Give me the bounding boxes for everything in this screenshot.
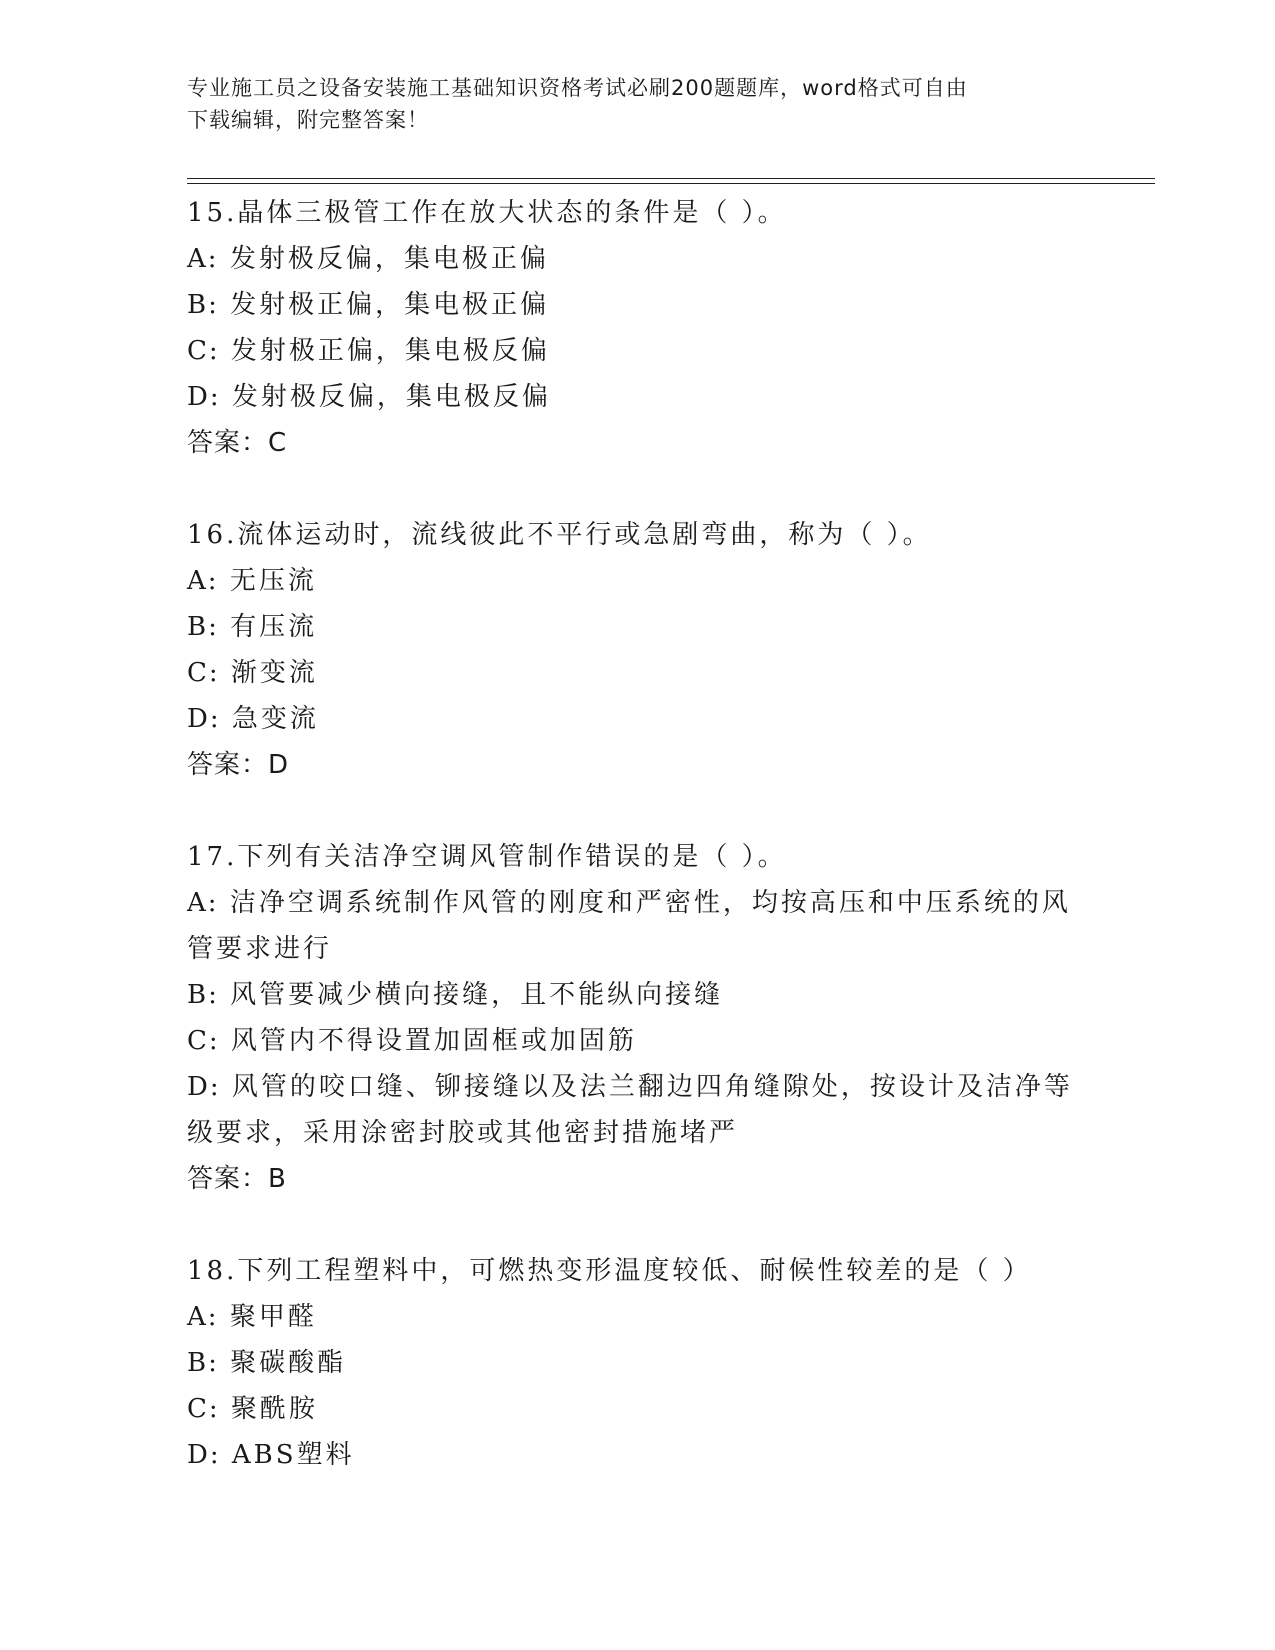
option-c [187,650,1087,696]
question-title: 16.流体运动时，流线彼此不平行或急剧弯曲，称为（ ）。 [187,520,932,550]
option-text: 急变流 [231,704,319,734]
option-text: 聚甲醛 [229,1302,317,1332]
option-a [187,880,1087,972]
option-b [187,282,1087,328]
option-b [187,604,1087,650]
question-16 [187,512,1087,788]
header-divider-bottom [187,183,1155,184]
option-text: 洁净空调系统制作风管的刚度和严密性，均按高压和中压系统的风管要求进行 [187,888,1071,964]
option-d [187,1432,1087,1478]
option-d [187,696,1087,742]
option-letter: B: [187,290,219,320]
option-letter: C: [187,658,220,688]
option-c [187,1018,1087,1064]
option-text: 聚酰胺 [230,1394,318,1424]
option-text: 无压流 [229,566,317,596]
option-text: 发射极反偏，集电极正偏 [229,244,549,274]
option-text: 风管的咬口缝、铆接缝以及法兰翻边四角缝隙处，按设计及洁净等级要求，采用涂密封胶或其他密封措施堵严 [187,1072,1073,1148]
question-15 [187,190,1087,466]
option-letter: D: [187,1072,221,1102]
option-letter: A: [187,566,219,596]
option-a [187,1294,1087,1340]
header-line-1: 专业施工员之设备安装施工基础知识资格考试必刷200题题库，word格式可自由 [187,76,968,100]
option-text: 发射极正偏，集电极正偏 [230,290,550,320]
option-letter: B: [187,1348,219,1378]
question-title: 18.下列工程塑料中，可燃热变形温度较低、耐候性较差的是（ ） [187,1256,1032,1286]
option-letter: C: [187,336,220,366]
answer-line: 答案：C [187,428,288,458]
option-text: 渐变流 [230,658,318,688]
option-letter: A: [187,244,219,274]
question-title: 15.晶体三极管工作在放大状态的条件是（ ）。 [187,198,787,228]
option-letter: D: [187,1440,221,1470]
option-c [187,1386,1087,1432]
answer-line: 答案：B [187,1164,287,1194]
option-a [187,558,1087,604]
option-text: 聚碳酸酯 [230,1348,347,1378]
question-17 [187,834,1087,1202]
option-d [187,374,1087,420]
option-text: 有压流 [230,612,318,642]
option-text: 风管要减少横向接缝，且不能纵向接缝 [230,980,724,1010]
option-c [187,328,1087,374]
option-letter: A: [187,1302,219,1332]
question-title: 17.下列有关洁净空调风管制作错误的是（ ）。 [187,842,787,872]
option-letter: C: [187,1394,220,1424]
header-divider-top [187,178,1155,179]
option-letter: C: [187,1026,220,1056]
option-b [187,972,1087,1018]
option-b [187,1340,1087,1386]
option-d [187,1064,1087,1156]
option-text: 发射极正偏，集电极反偏 [230,336,550,366]
option-letter: D: [187,382,221,412]
option-text: 发射极反偏，集电极反偏 [231,382,551,412]
answer-line: 答案：D [187,750,290,780]
document-header [187,72,1087,136]
option-letter: D: [187,704,221,734]
header-line-2: 下载编辑，附完整答案！ [187,108,429,132]
option-letter: B: [187,980,219,1010]
option-letter: A: [187,888,219,918]
option-letter: B: [187,612,219,642]
question-18 [187,1248,1087,1478]
option-text: 风管内不得设置加固框或加固筋 [230,1026,637,1056]
option-text: ABS塑料 [231,1440,355,1470]
option-a [187,236,1087,282]
question-list [187,190,1087,1478]
